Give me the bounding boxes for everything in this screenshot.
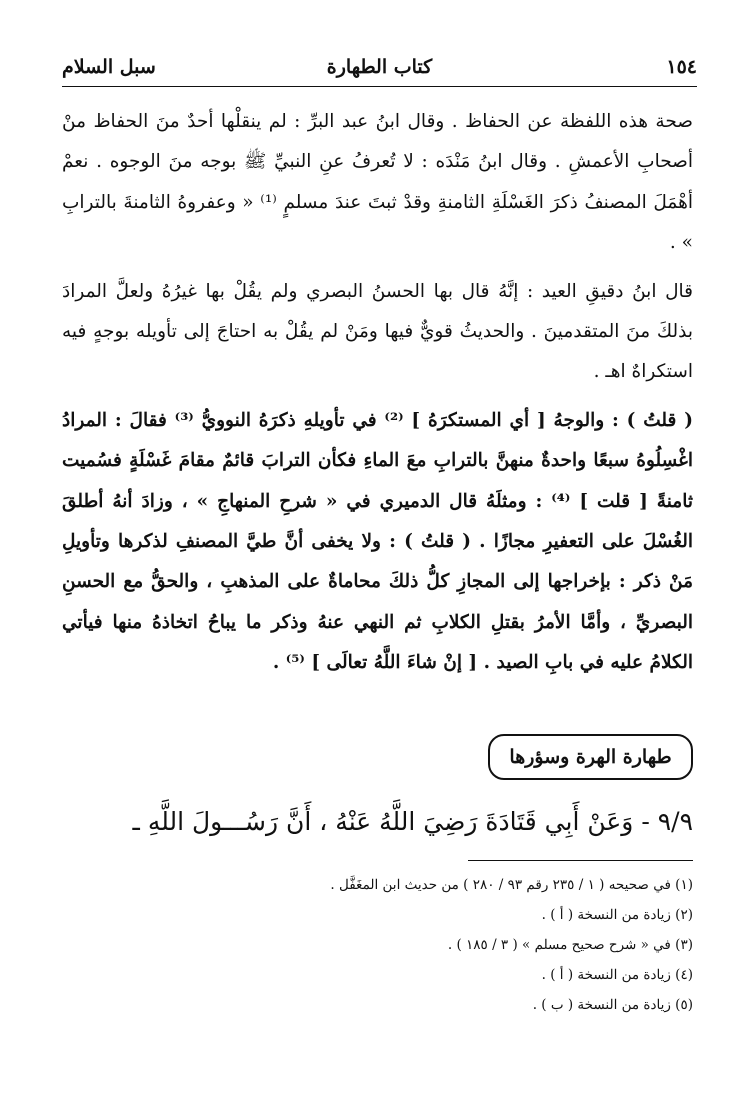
main-body-text	[62, 102, 693, 684]
paragraph-1: صحة هذه اللفظة عن الحفاظ . وقال ابنُ عبد البرِّ : لم ينقلْها أحدٌ منَ الحفاظ منْ أصحابِ الأعمشِ . وقال ابنُ مَنْدَه : لا تُعرفُ عنِ النبيِّ ﷺ بوجه منَ الوجوه . نعمْ أهْمَلَ المصنفُ ذكرَ الغَسْلَةِ الثامنةِ وقدْ ثبتَ عندَ مسلمٍ ⁽¹⁾ « وعفروهُ الثامنةَ بالترابِ » .	[62, 111, 693, 254]
footnote-4: (٤) زيادة من النسخة ( أ ) .	[541, 967, 693, 983]
paragraph-3: ( قلتُ ) : والوجهُ [ أي المستكرَهُ ] ⁽²⁾ في تأويلهِ ذكرَهُ النوويُّ ⁽³⁾ فقالَ : المرادُ اغْسِلُوهُ سبعًا واحدةٌ منهنَّ بالترابِ معَ الماءِ فكأن الترابَ قائمٌ مقامَ غَسْلَةٍ فسُميت ثامنةً [ قلت ] ⁽⁴⁾ : ومثلَهُ قال الدميري في « شرحِ المنهاجِ » ، وزادَ أنهُ أطلقَ الغُسْلَ على التعفيرِ مجازًا . ( قلتُ ) : ولا يخفى أنَّ طيَّ المصنفِ لذكرها وتأويلِ مَنْ ذكر : بإخراجها إلى المجازِ كلُّ ذلكَ محاماةٌ على المذهبِ ، والحقُّ مع الحسنِ البصريِّ ، وأمَّا الأمرُ بقتلِ الكلابِ ثم النهي عنهُ وذكر ما يباحُ اتخاذهُ منها فيأتي الكلامُ عليه في بابِ الصيد . [ إنْ شاءَ اللَّهُ تعالَى ] ⁽⁵⁾ .	[62, 409, 693, 674]
page-number: ١٥٤	[666, 56, 697, 78]
section-heading: طهارة الهرة وسؤرها	[488, 734, 693, 780]
footnote-1: (١) في صحيحه ( ١ / ٢٣٥ رقم ٩٣ / ٢٨٠ ) من حديث ابن المغَفَّل .	[330, 877, 693, 893]
footnotes-block	[62, 870, 693, 1020]
paragraph-2: قال ابنُ دقيقِ العيد : إنَّهُ قال بها الحسنُ البصري ولم يقُلْ بها غيرُهُ ولعلَّ المرادَ بذلكَ منَ المتقدمينَ . والحديثُ قويٌّ فيها ومَنْ لم يقُلْ به احتاجَ إلى تأويله بوجهٍ فيه استكراهٌ اهـ .	[62, 280, 693, 383]
footnote-3: (٣) في « شرح صحيح مسلم » ( ٣ / ١٨٥ ) .	[447, 937, 693, 953]
footnote-5: (٥) زيادة من النسخة ( ب ) .	[532, 997, 693, 1013]
footnote-2: (٢) زيادة من النسخة ( أ ) .	[541, 907, 693, 923]
running-header	[62, 52, 697, 87]
footnote-divider	[468, 860, 693, 861]
chapter-title: كتاب الطهارة	[326, 56, 433, 78]
book-series-title: سبل السلام	[62, 56, 156, 78]
hadith-opening-line: ٩/٩ - وَعَنْ أَبِي قَتَادَةَ رَضِيَ اللَّهُ عَنْهُ ، أَنَّ رَسُـــولَ اللَّهِ ـ	[132, 807, 693, 836]
